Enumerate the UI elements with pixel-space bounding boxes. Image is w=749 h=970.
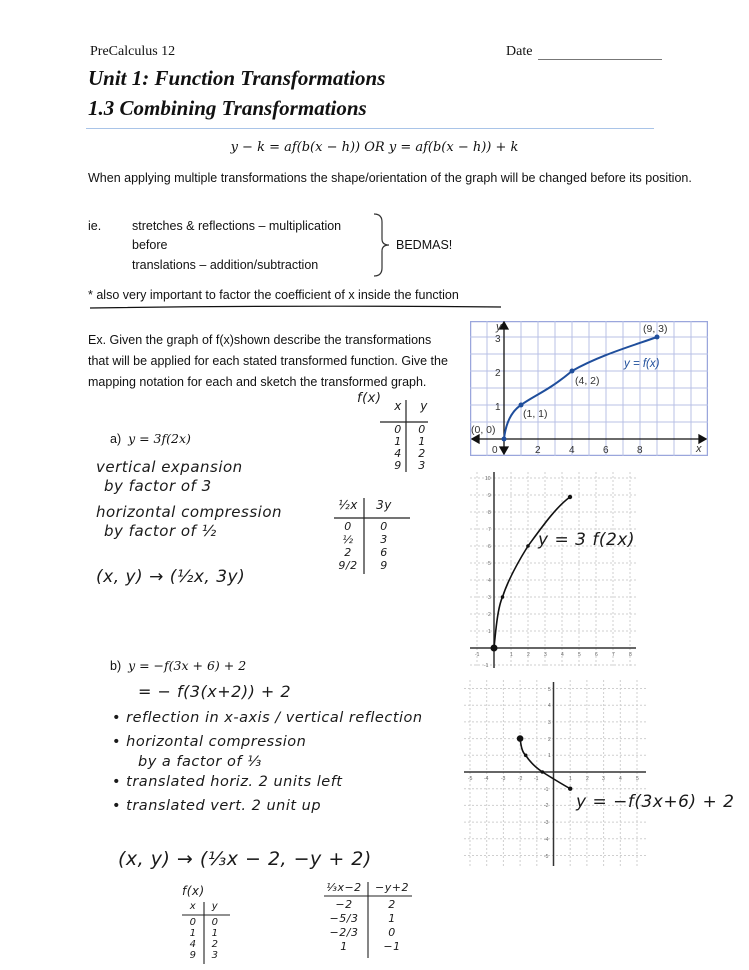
table-header: ½x [338, 498, 358, 512]
svg-text:5: 5 [578, 652, 581, 658]
table-header: x [394, 399, 402, 413]
svg-text:-4: -4 [544, 837, 549, 843]
svg-text:-5: -5 [468, 776, 473, 782]
svg-text:3: 3 [488, 595, 491, 601]
part-b-mapping: (x, y) → (⅓x − 2, −y + 2) [118, 848, 372, 870]
svg-text:4: 4 [619, 776, 622, 782]
table-header: ⅓x−2 [326, 881, 362, 894]
fx-x-column: 0 1 4 9 [189, 917, 197, 961]
svg-text:-1: -1 [484, 663, 489, 668]
svg-text:6: 6 [595, 652, 598, 658]
svg-text:7: 7 [488, 527, 491, 533]
reference-graph [470, 321, 708, 456]
order-row-3: translations – addition/subtraction [132, 258, 319, 272]
function-label: y = f(x) [624, 358, 660, 370]
part-a-label: a) y = 3f(2x) [110, 431, 191, 446]
svg-text:8: 8 [629, 652, 632, 658]
svg-text:6: 6 [488, 544, 491, 550]
ie-label: ie. [88, 219, 102, 233]
order-row-1: stretches & reflections – multiplication [132, 219, 342, 233]
part-a-graph-label: y = 3 f(2x) [538, 530, 635, 550]
fx-x-column: 0 1 4 9 [394, 423, 402, 472]
svg-text:3: 3 [495, 334, 501, 345]
svg-text:2: 2 [535, 445, 541, 456]
svg-text:5: 5 [636, 776, 639, 782]
part-a-notes: vertical expansion by factor of 3 horizontal compression by factor of ½ [96, 458, 283, 540]
svg-text:8: 8 [637, 445, 643, 456]
svg-text:5: 5 [548, 687, 551, 693]
svg-text:4: 4 [569, 445, 575, 456]
svg-text:-1: -1 [534, 776, 539, 782]
date-field[interactable] [538, 58, 662, 60]
handwritten-underline [88, 305, 503, 309]
svg-text:5: 5 [488, 561, 491, 567]
svg-text:-1: -1 [544, 787, 549, 793]
fx-table-title: f(x) [357, 391, 382, 406]
svg-text:10: 10 [485, 476, 491, 482]
svg-text:1: 1 [510, 652, 513, 658]
unit-title: Unit 1: Function Transformations [88, 66, 386, 90]
table-header: y [420, 399, 428, 413]
svg-text:9: 9 [488, 493, 491, 499]
point-label: (9, 3) [643, 323, 668, 335]
part-b-graph [460, 680, 652, 870]
title-divider [86, 128, 654, 129]
bedmas-label: BEDMAS! [396, 238, 453, 252]
svg-text:1: 1 [548, 753, 551, 759]
part-a-y-column: 0 3 6 9 [380, 520, 388, 572]
lesson-title: 1.3 Combining Transformations [88, 96, 367, 120]
order-row-2: before [132, 238, 168, 252]
part-a-graph [470, 472, 640, 668]
svg-text:0: 0 [492, 445, 498, 456]
svg-text:-2: -2 [518, 776, 523, 782]
date-label: Date [506, 44, 533, 59]
svg-text:2: 2 [495, 368, 501, 379]
svg-text:4: 4 [561, 652, 564, 658]
svg-text:3: 3 [548, 720, 551, 726]
intro-paragraph: When applying multiple transformations the shape/orientation of the graph will be changed before its position. [88, 171, 692, 185]
right-brace-icon [372, 212, 390, 278]
svg-text:-1: -1 [475, 652, 480, 658]
point-label: (1, 1) [523, 408, 548, 420]
fx-table-title: f(x) [182, 884, 205, 898]
part-b-label: b) y = −f(3x + 6) + 2 [110, 658, 247, 673]
transformation-formula: y − k = af(b(x − h)) OR y = af(b(x − h)) + k [230, 140, 519, 155]
svg-text:-2: -2 [544, 803, 549, 809]
part-b-factored: = − f(3(x+2)) + 2 [138, 682, 292, 701]
svg-text:2: 2 [586, 776, 589, 782]
svg-text:2: 2 [548, 737, 551, 743]
svg-text:-5: -5 [544, 854, 549, 860]
svg-text:2: 2 [527, 652, 530, 658]
table-header: 3y [376, 498, 392, 512]
example-prompt: Ex. Given the graph of f(x)shown describe the transformations that will be applied for each stated transformed function. Give the mapping notation for each and sketch the transformed graph. [88, 333, 448, 389]
x-axis-label: x [696, 443, 702, 455]
svg-text:2: 2 [488, 612, 491, 618]
fx-y-column: 0 1 2 3 [418, 423, 426, 472]
part-b-graph-label: y = −f(3x+6) + 2 [576, 792, 735, 812]
table-header: −y+2 [375, 881, 409, 894]
part-a-mapping: (x, y) → (½x, 3y) [96, 567, 246, 587]
svg-text:1: 1 [488, 629, 491, 635]
part-b-notes: • reflection in x-axis / vertical reflection • horizontal compression by a factor of ⅓ • translated horiz. 2 units left • translated vert. 2 unit up [112, 710, 423, 814]
svg-text:4: 4 [548, 703, 551, 709]
svg-text:8: 8 [488, 510, 491, 516]
part-b-x-column: −2 −5/3 −2/3 1 [329, 898, 359, 953]
svg-text:3: 3 [602, 776, 605, 782]
course-name: PreCalculus 12 [90, 44, 176, 59]
table-header: y [211, 901, 219, 912]
svg-text:-3: -3 [501, 776, 506, 782]
part-a-x-column: 0 ½ 2 9/2 [338, 520, 358, 572]
table-header: x [189, 901, 197, 912]
point-label: (4, 2) [575, 375, 600, 387]
point-label: (0, 0) [471, 424, 496, 436]
svg-text:-3: -3 [544, 820, 549, 826]
svg-text:3: 3 [544, 652, 547, 658]
svg-text:1: 1 [569, 776, 572, 782]
svg-text:-4: -4 [484, 776, 489, 782]
factor-note: * also very important to factor the coefficient of x inside the function [88, 288, 459, 302]
fx-y-column: 0 1 2 3 [211, 917, 219, 961]
svg-text:6: 6 [603, 445, 609, 456]
svg-text:7: 7 [612, 652, 615, 658]
part-b-y-column: 2 1 0 −1 [383, 898, 401, 953]
svg-text:1: 1 [495, 402, 501, 413]
svg-text:4: 4 [488, 578, 491, 584]
y-axis-label: y [496, 321, 502, 333]
